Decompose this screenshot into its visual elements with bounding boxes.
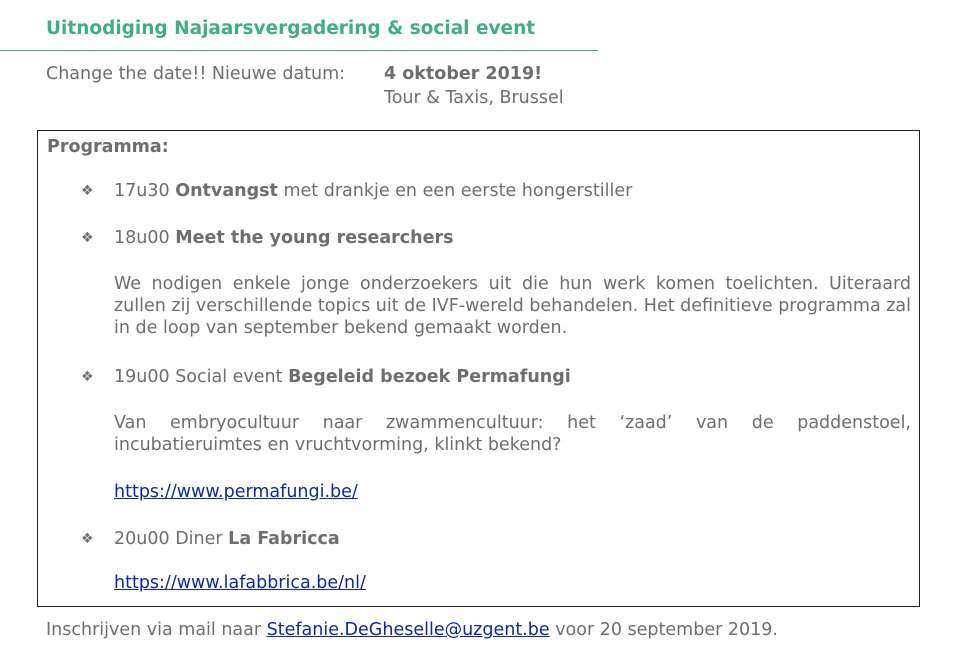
bullet-icon: ❖ bbox=[81, 230, 94, 246]
footer-suffix: voor 20 september 2019. bbox=[549, 620, 778, 640]
item-time: 19u00 bbox=[114, 367, 170, 387]
item-title: Begeleid bezoek Permafungi bbox=[288, 367, 571, 387]
item-title: Ontvangst bbox=[175, 181, 278, 201]
date-value: 4 oktober 2019! bbox=[384, 64, 543, 84]
date-location: Tour & Taxis, Brussel bbox=[384, 88, 564, 108]
title-divider bbox=[0, 50, 598, 51]
date-label: Change the date!! Nieuwe datum: bbox=[46, 64, 346, 84]
item-time: 17u30 bbox=[114, 181, 170, 201]
program-title: Programma: bbox=[47, 137, 169, 157]
registration-note bbox=[46, 620, 778, 640]
program-box bbox=[37, 130, 920, 607]
program-item-ontvangst bbox=[114, 181, 632, 201]
item-prefix: Diner bbox=[169, 529, 223, 549]
page-title: Uitnodiging Najaarsvergadering & social event bbox=[46, 18, 536, 39]
item-time: 18u00 bbox=[114, 228, 170, 248]
item-time: 20u00 bbox=[114, 529, 170, 549]
program-item-permafungi bbox=[114, 367, 571, 387]
item-prefix: Social event bbox=[169, 367, 283, 387]
program-item-young-researchers bbox=[114, 228, 454, 248]
item-description: Van embryocultuur naar zwammencultuur: het ‘zaad’ van de paddenstoel, incubatieruimtes en vruchtvorming, klinkt bekend? bbox=[114, 413, 911, 455]
lafabbrica-link[interactable]: https://www.lafabbrica.be/nl/ bbox=[114, 573, 366, 593]
item-title: Meet the young researchers bbox=[175, 228, 454, 248]
item-detail: met drankje en een eerste hongerstiller bbox=[277, 181, 633, 201]
email-link[interactable]: Stefanie.DeGheselle@uzgent.be bbox=[266, 620, 550, 640]
item-title: La Fabricca bbox=[228, 529, 340, 549]
footer-prefix: Inschrijven via mail naar bbox=[46, 620, 267, 640]
bullet-icon: ❖ bbox=[81, 369, 94, 385]
permafungi-link[interactable]: https://www.permafungi.be/ bbox=[114, 482, 358, 502]
bullet-icon: ❖ bbox=[81, 531, 94, 547]
item-description: We nodigen enkele jonge onderzoekers uit die hun werk komen toelichten. Uiteraard zullen zij verschillende topics uit de IVF-wereld behandelen. Het definitieve programma zal in de loop van september bekend gemaakt worden. bbox=[114, 274, 911, 338]
bullet-icon: ❖ bbox=[81, 183, 94, 199]
program-item-diner bbox=[114, 529, 340, 549]
